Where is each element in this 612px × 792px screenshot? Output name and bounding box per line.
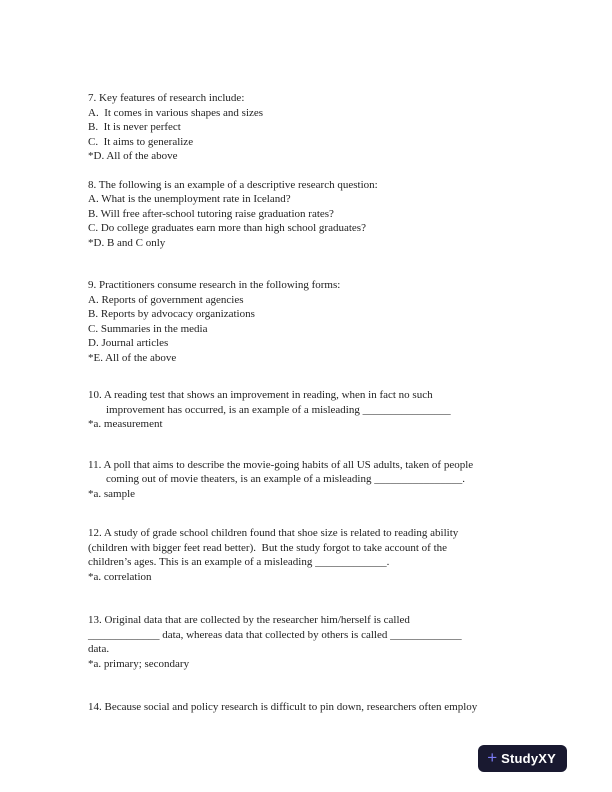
question-line: C. Summaries in the media [88, 322, 208, 335]
question-line: 8. The following is an example of a descriptive research question: [88, 178, 378, 191]
question-line: 11. A poll that aims to describe the movie-going habits of all US adults, taken of people [88, 458, 474, 471]
question-line: 7. Key features of research include: [88, 92, 245, 104]
question-line: 9. Practitioners consume research in the following forms: [88, 279, 341, 291]
question-line: improvement has occurred, is an example of a misleading ________________ [106, 403, 451, 416]
question-line: coming out of movie theaters, is an example of a misleading ________________. [106, 473, 465, 485]
question-line: D. Journal articles [88, 337, 169, 349]
question-line: 10. A reading test that shows an improvement in reading, when in fact no such [88, 389, 433, 401]
question-line: B. Will free after-school tutoring raise graduation rates? [88, 207, 334, 220]
answer-line: *a. sample [88, 487, 136, 500]
plus-icon: + [487, 748, 498, 767]
question-line: (children with bigger feet read better). But the study forgot to take account of the [88, 541, 448, 554]
question-list [88, 91, 552, 715]
question-8 [88, 178, 552, 251]
question-line: A. What is the unemployment rate in Iceland? [88, 193, 291, 205]
answer-line: *a. measurement [88, 418, 163, 430]
question-line: 13. Original data that are collected by the researcher him/herself is called [88, 614, 410, 626]
question-line: children’s ages. This is an example of a misleading _____________. [88, 556, 390, 568]
question-10 [88, 388, 552, 432]
question-line: _____________ data, whereas data that collected by others is called _____________ [88, 628, 462, 641]
answer-line: *D. B and C only [88, 236, 166, 249]
question-line: C. Do college graduates earn more than high school graduates? [88, 222, 366, 234]
answer-line: *D. All of the above [88, 150, 178, 162]
studyxy-logo [478, 745, 567, 772]
question-line: A. It comes in various shapes and sizes [88, 106, 264, 119]
studyxy-logo-text: StudyXY [501, 751, 556, 766]
question-9 [88, 278, 552, 365]
question-line: data. [88, 643, 110, 655]
question-line: C. It aims to generalize [88, 135, 194, 148]
answer-line: *a. primary; secondary [88, 657, 190, 670]
question-11 [88, 458, 552, 502]
question-line: 14. Because social and policy research is difficult to pin down, researchers often employ [88, 701, 478, 713]
answer-line: *E. All of the above [88, 351, 177, 364]
question-12 [88, 526, 552, 584]
question-14 [88, 700, 552, 715]
question-line: B. It is never perfect [88, 121, 181, 133]
question-line: A. Reports of government agencies [88, 293, 244, 306]
answer-line: *a. correlation [88, 570, 152, 583]
question-line: 12. A study of grade school children found that shoe size is related to reading ability [88, 527, 459, 539]
question-7 [88, 91, 552, 164]
question-13 [88, 613, 552, 671]
question-line: B. Reports by advocacy organizations [88, 308, 255, 320]
